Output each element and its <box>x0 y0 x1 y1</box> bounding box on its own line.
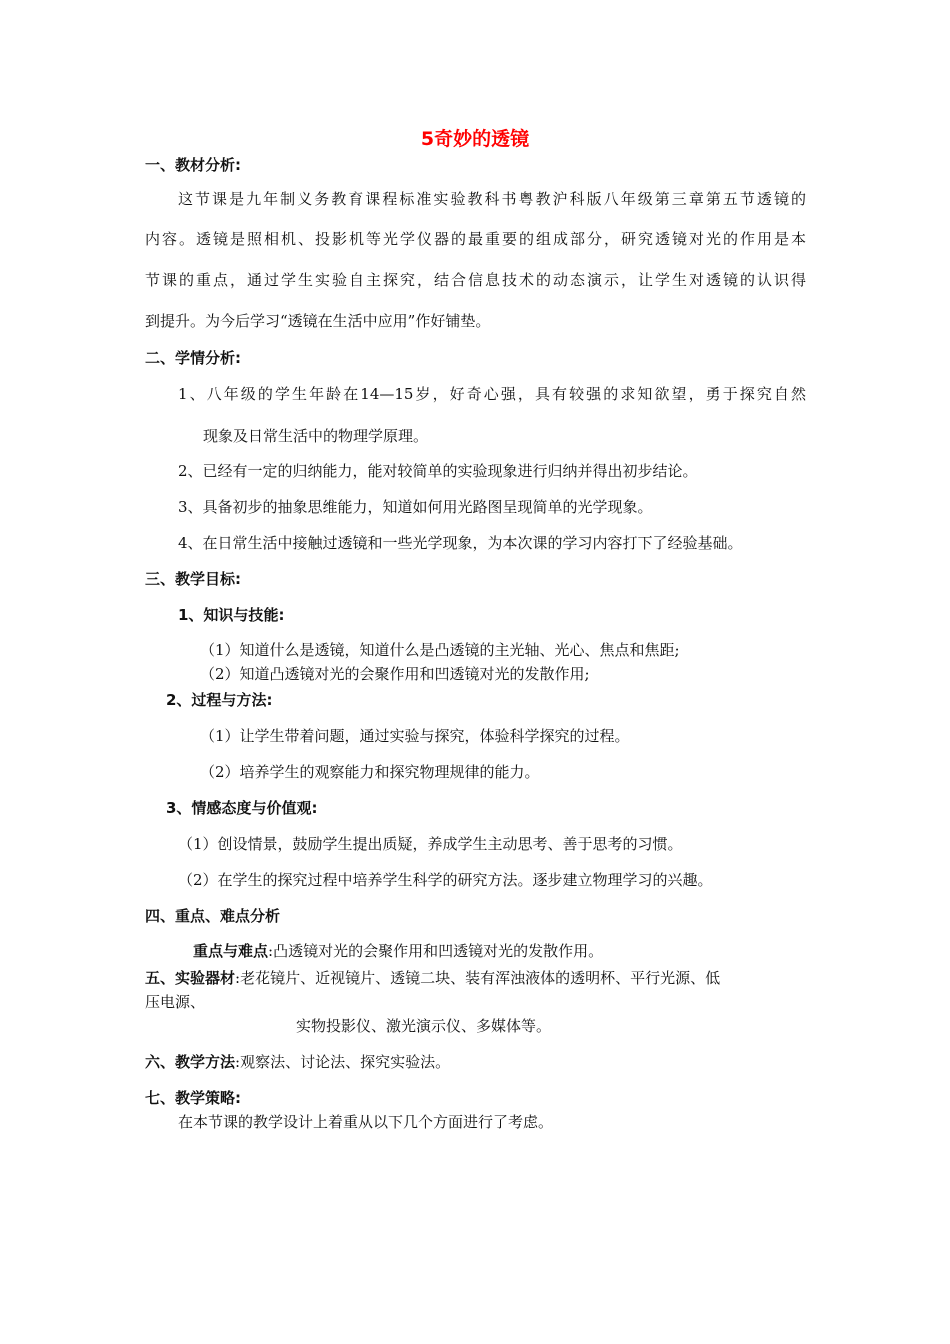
section-4-text: :凸透镜对光的会聚作用和凹透镜对光的发散作用。 <box>268 942 604 960</box>
section-2-item-1: 1、八年级的学生年龄在14—15岁，好奇心强，具有较强的求知欲望，勇于探究自然 <box>178 385 806 403</box>
section-6-line <box>145 1052 450 1072</box>
section-2-item-4: 4、在日常生活中接触过透镜和一些光学现象，为本次课的学习内容打下了经验基础。 <box>178 534 743 552</box>
section-2-item-1-cont: 现象及日常生活中的物理学原理。 <box>203 427 429 445</box>
section-4-content <box>193 941 603 961</box>
section-3-sub-1-item-2: （2）知道凸透镜对光的会聚作用和凹透镜对光的发散作用; <box>200 665 590 683</box>
section-3-sub-2: 2、过程与方法: <box>166 691 273 709</box>
section-3-sub-2-item-1: （1）让学生带着问题，通过实验与探究，体验科学探究的过程。 <box>200 727 630 745</box>
section-6-text: :观察法、讨论法、探究实验法。 <box>235 1053 451 1071</box>
section-3-sub-3-item-1: （1）创设情景，鼓励学生提出质疑，养成学生主动思考、善于思考的习惯。 <box>178 835 683 853</box>
section-2-item-2: 2、已经有一定的归纳能力，能对较简单的实验现象进行归纳并得出初步结论。 <box>178 462 698 480</box>
section-5-line-2: 压电源、 <box>145 993 206 1011</box>
section-3-heading: 三、教学目标: <box>145 570 241 588</box>
section-3-sub-2-item-2: （2）培养学生的观察能力和探究物理规律的能力。 <box>200 763 540 781</box>
section-1-line-4: 到提升。为今后学习“透镜在生活中应用”作好铺垫。 <box>145 312 491 330</box>
section-6-heading: 六、教学方法 <box>145 1053 236 1071</box>
section-2-heading: 二、学情分析: <box>145 349 241 367</box>
document-title: 5奇妙的透镜 <box>420 128 530 150</box>
section-1-line-2: 内容。透镜是照相机、投影机等光学仪器的最重要的组成部分，研究透镜对光的作用是本 <box>145 230 806 248</box>
section-3-sub-3: 3、情感态度与价值观: <box>166 799 318 817</box>
section-4-heading: 四、重点、难点分析 <box>145 907 281 925</box>
section-5-line-3: 实物投影仪、激光演示仪、多媒体等。 <box>296 1017 552 1035</box>
section-1-heading: 一、教材分析: <box>145 156 241 174</box>
section-3-sub-1: 1、知识与技能: <box>178 606 285 624</box>
section-5-heading: 五、实验器材 <box>145 969 236 987</box>
section-5-line-1 <box>145 968 720 988</box>
section-7-text: 在本节课的教学设计上着重从以下几个方面进行了考虑。 <box>178 1113 554 1131</box>
section-7-heading: 七、教学策略: <box>145 1089 241 1107</box>
section-3-sub-1-item-1: （1）知道什么是透镜，知道什么是凸透镜的主光轴、光心、焦点和焦距; <box>200 641 680 659</box>
section-4-label: 重点与难点 <box>193 942 269 960</box>
section-1-line-1: 这节课是九年制义务教育课程标准实验教科书粤教沪科版八年级第三章第五节透镜的 <box>178 190 806 208</box>
section-1-line-3: 节课的重点，通过学生实验自主探究，结合信息技术的动态演示，让学生对透镜的认识得 <box>145 271 806 289</box>
section-3-sub-3-item-2: （2）在学生的探究过程中培养学生科学的研究方法。逐步建立物理学习的兴趣。 <box>178 871 713 889</box>
section-5-text-1: :老花镜片、近视镜片、透镜二块、装有浑浊液体的透明杯、平行光源、低 <box>235 969 721 987</box>
section-2-item-3: 3、具备初步的抽象思维能力，知道如何用光路图呈现简单的光学现象。 <box>178 498 653 516</box>
